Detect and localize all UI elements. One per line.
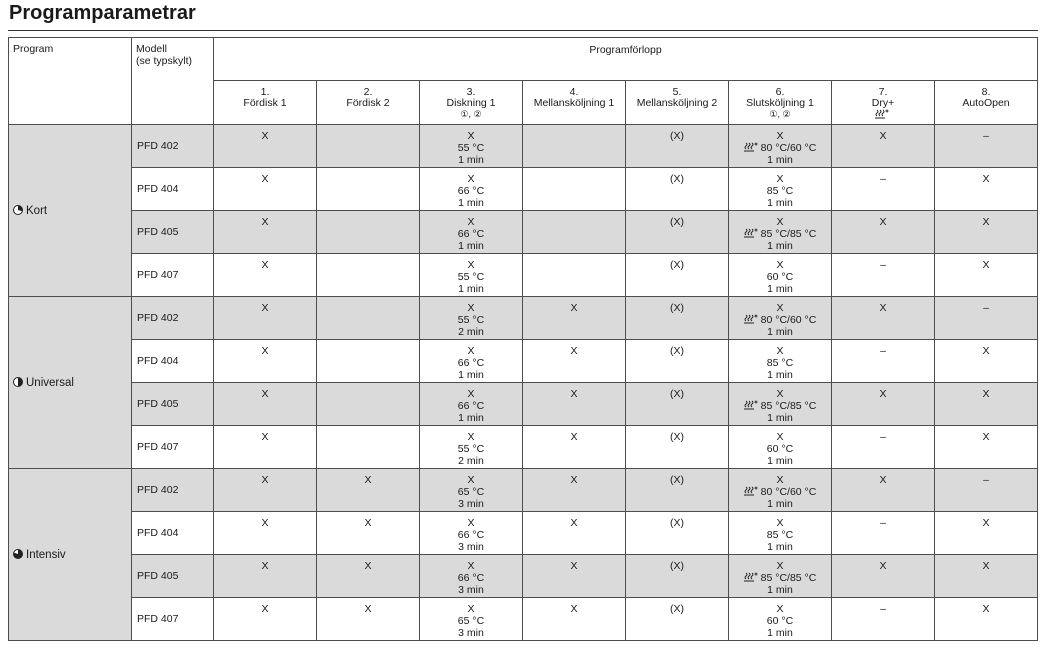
header-program: Program xyxy=(9,38,132,125)
step-cell: X xyxy=(214,340,317,383)
step-cell: X xyxy=(214,125,317,168)
step-cell: X 80 °C/60 °C 1 min xyxy=(729,297,832,340)
step-cell: X xyxy=(935,512,1038,555)
step-cell: X xyxy=(935,211,1038,254)
dry-plus-heat-icon xyxy=(744,572,758,582)
step-cell: X xyxy=(523,383,626,426)
step-cell xyxy=(317,168,420,211)
step-cell: X 55 °C 2 min xyxy=(420,297,523,340)
step-cell: – xyxy=(832,168,935,211)
program-intensiv: Intensiv xyxy=(9,469,132,641)
model-cell: PFD 407 xyxy=(132,254,214,297)
header-step-3: 3. Diskning 1 ①, ② xyxy=(420,81,523,125)
step-cell: X 85 °C/85 °C 1 min xyxy=(729,555,832,598)
header-step-6: 6. Slutsköljning 1 ①, ② xyxy=(729,81,832,125)
model-cell: PFD 402 xyxy=(132,297,214,340)
dry-plus-heat-icon xyxy=(744,400,758,410)
step-cell: X xyxy=(935,340,1038,383)
step-cell: – xyxy=(832,426,935,469)
dry-plus-heat-icon xyxy=(744,486,758,496)
step-cell: X xyxy=(214,254,317,297)
table-row xyxy=(9,555,1038,598)
step-cell: X xyxy=(523,469,626,512)
step-cell: X xyxy=(523,340,626,383)
step-cell: – xyxy=(832,254,935,297)
table-row xyxy=(9,426,1038,469)
step-cell xyxy=(317,125,420,168)
table-row xyxy=(9,598,1038,641)
header-step-1: 1. Fördisk 1 xyxy=(214,81,317,125)
step-cell: X xyxy=(214,383,317,426)
step-cell: X xyxy=(935,168,1038,211)
step-cell: (X) xyxy=(626,469,729,512)
step-cell: X xyxy=(214,211,317,254)
step-cell: X xyxy=(935,383,1038,426)
step-cell: X 66 °C 3 min xyxy=(420,555,523,598)
dry-plus-heat-icon xyxy=(875,109,889,119)
title-divider xyxy=(8,30,1038,31)
page-title: Programparametrar xyxy=(9,2,196,24)
step-cell: X xyxy=(214,168,317,211)
model-cell: PFD 404 xyxy=(132,512,214,555)
step-cell: X 65 °C 3 min xyxy=(420,598,523,641)
step-cell: X xyxy=(935,555,1038,598)
step-cell: (X) xyxy=(626,426,729,469)
dry-plus-heat-icon xyxy=(744,228,758,238)
program-parameters-table xyxy=(8,37,1038,641)
step-cell: X xyxy=(317,598,420,641)
header-step-7: 7. Dry+ xyxy=(832,81,935,125)
step-cell: X 66 °C 1 min xyxy=(420,383,523,426)
step-cell xyxy=(317,383,420,426)
step-cell: – xyxy=(832,598,935,641)
step-cell: X xyxy=(317,555,420,598)
step-cell: (X) xyxy=(626,383,729,426)
step-cell: X xyxy=(317,512,420,555)
step-cell: (X) xyxy=(626,254,729,297)
step-cell xyxy=(523,168,626,211)
step-cell: X 66 °C 3 min xyxy=(420,512,523,555)
step-cell: X 66 °C 1 min xyxy=(420,168,523,211)
header-program-sequence: Programförlopp xyxy=(214,38,1038,81)
step-cell xyxy=(523,211,626,254)
step-cell: X xyxy=(214,297,317,340)
step-cell: X xyxy=(832,383,935,426)
step-cell: – xyxy=(935,125,1038,168)
model-cell: PFD 405 xyxy=(132,211,214,254)
dry-plus-heat-icon xyxy=(744,314,758,324)
table-row xyxy=(9,469,1038,512)
table-row xyxy=(9,297,1038,340)
step-cell: (X) xyxy=(626,512,729,555)
table-row xyxy=(9,383,1038,426)
model-cell: PFD 404 xyxy=(132,168,214,211)
table-row xyxy=(9,512,1038,555)
model-cell: PFD 407 xyxy=(132,598,214,641)
step-cell: X 85 °C 1 min xyxy=(729,168,832,211)
header-step-2: 2. Fördisk 2 xyxy=(317,81,420,125)
step-cell: X xyxy=(935,254,1038,297)
step-cell: – xyxy=(935,469,1038,512)
model-cell: PFD 402 xyxy=(132,469,214,512)
model-cell: PFD 404 xyxy=(132,340,214,383)
step-cell xyxy=(317,340,420,383)
table-row xyxy=(9,340,1038,383)
step-cell: X xyxy=(214,469,317,512)
step-cell: X 66 °C 1 min xyxy=(420,340,523,383)
step-cell: X 55 °C 2 min xyxy=(420,426,523,469)
step-cell: X xyxy=(935,426,1038,469)
step-cell xyxy=(523,254,626,297)
step-cell: X 65 °C 3 min xyxy=(420,469,523,512)
intensiv-program-icon xyxy=(13,549,23,559)
step-cell: X xyxy=(523,426,626,469)
step-cell: (X) xyxy=(626,211,729,254)
step-cell: X xyxy=(523,598,626,641)
step-cell: X 66 °C 1 min xyxy=(420,211,523,254)
step-cell: X 60 °C 1 min xyxy=(729,598,832,641)
step-cell: X xyxy=(523,555,626,598)
step-cell: X xyxy=(214,512,317,555)
header-step-8: 8. AutoOpen xyxy=(935,81,1038,125)
step-cell: X 80 °C/60 °C 1 min xyxy=(729,125,832,168)
model-cell: PFD 407 xyxy=(132,426,214,469)
universal-program-icon xyxy=(13,377,23,387)
step-cell: (X) xyxy=(626,555,729,598)
step-cell: – xyxy=(935,297,1038,340)
table-row xyxy=(9,168,1038,211)
table-row xyxy=(9,254,1038,297)
header-model: Modell (se typskylt) xyxy=(132,38,214,125)
step-cell: X xyxy=(935,598,1038,641)
dry-plus-heat-icon xyxy=(744,142,758,152)
step-cell: X 85 °C/85 °C 1 min xyxy=(729,211,832,254)
step-cell: X xyxy=(523,297,626,340)
program-universal: Universal xyxy=(9,297,132,469)
step-cell: (X) xyxy=(626,340,729,383)
step-cell: X 55 °C 1 min xyxy=(420,254,523,297)
step-cell xyxy=(317,254,420,297)
kort-program-icon xyxy=(13,205,23,215)
step-cell: X xyxy=(832,297,935,340)
step-cell: X 85 °C 1 min xyxy=(729,512,832,555)
step-cell: X xyxy=(214,426,317,469)
step-cell: X xyxy=(523,512,626,555)
step-cell: X xyxy=(832,469,935,512)
model-cell: PFD 402 xyxy=(132,125,214,168)
table-row xyxy=(9,211,1038,254)
step-cell: (X) xyxy=(626,125,729,168)
step-cell: X xyxy=(832,125,935,168)
step-cell: X xyxy=(832,555,935,598)
step-cell: X 85 °C 1 min xyxy=(729,340,832,383)
step-cell: X xyxy=(317,469,420,512)
step-cell xyxy=(317,211,420,254)
step-cell: X 60 °C 1 min xyxy=(729,426,832,469)
step-cell: X 55 °C 1 min xyxy=(420,125,523,168)
model-cell: PFD 405 xyxy=(132,383,214,426)
header-step-5: 5. Mellansköljning 2 xyxy=(626,81,729,125)
step-cell: – xyxy=(832,512,935,555)
step-cell: (X) xyxy=(626,297,729,340)
step-cell xyxy=(523,125,626,168)
step-cell: X 60 °C 1 min xyxy=(729,254,832,297)
step-cell: X xyxy=(214,598,317,641)
step-cell: (X) xyxy=(626,168,729,211)
step-cell: X xyxy=(832,211,935,254)
step-cell: (X) xyxy=(626,598,729,641)
step-cell: X 80 °C/60 °C 1 min xyxy=(729,469,832,512)
step-cell: X xyxy=(214,555,317,598)
step-cell xyxy=(317,297,420,340)
header-step-4: 4. Mellansköljning 1 xyxy=(523,81,626,125)
step-cell: X 85 °C/85 °C 1 min xyxy=(729,383,832,426)
program-kort: Kort xyxy=(9,125,132,297)
model-cell: PFD 405 xyxy=(132,555,214,598)
step-cell xyxy=(317,426,420,469)
step-cell: – xyxy=(832,340,935,383)
table-row xyxy=(9,125,1038,168)
